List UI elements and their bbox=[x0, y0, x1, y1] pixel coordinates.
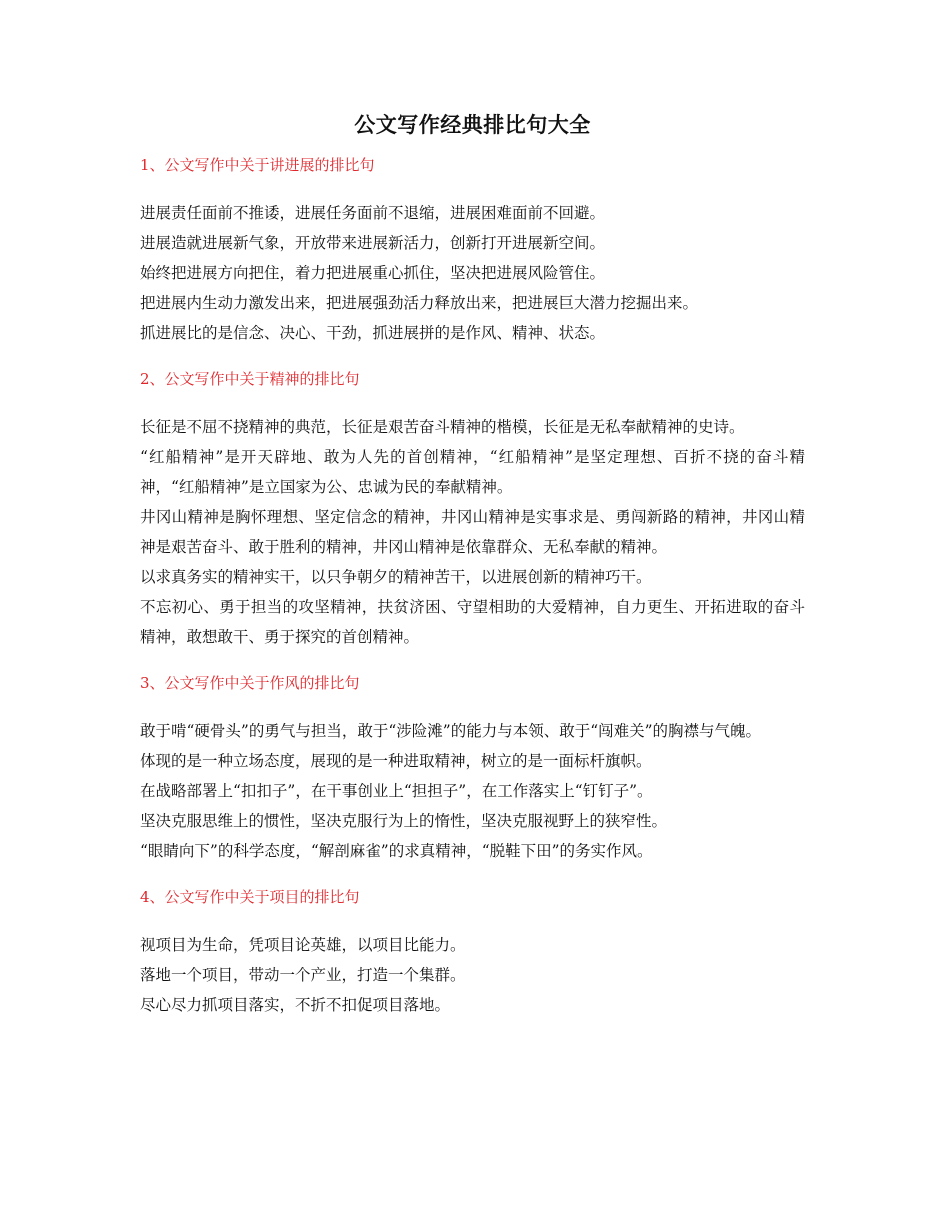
section-heading: 2、公文写作中关于精神的排比句 bbox=[140, 370, 360, 388]
sentence-line: 以求真务实的精神实干，以只争朝夕的精神苦干，以进展创新的精神巧干。 bbox=[140, 568, 652, 586]
sentence-line: 抓进展比的是信念、决心、干劲，抓进展拼的是作风、精神、状态。 bbox=[140, 324, 606, 342]
sentence-line: “红船精神”是开天辟地、敢为人先的首创精神，“红船精神”是坚定理想、百折不挠的奋斗精神，“红船精神”是立国家为公、忠诚为民的奉献精神。 bbox=[140, 448, 805, 496]
sentence-line: 敢于啃“硬骨头”的勇气与担当，敢于“涉险滩”的能力与本领、敢于“闯难关”的胸襟与气魄。 bbox=[140, 722, 762, 740]
section-style bbox=[140, 672, 805, 866]
sentence-line: 井冈山精神是胸怀理想、坚定信念的精神，井冈山精神是实事求是、勇闯新路的精神，井冈山精神是艰苦奋斗、敢于胜利的精神，井冈山精神是依靠群众、无私奉献的精神。 bbox=[140, 508, 805, 556]
sentence-line: 在战略部署上“扣扣子”，在干事创业上“担担子”，在工作落实上“钉钉子”。 bbox=[140, 782, 653, 800]
document-title: 公文写作经典排比句大全 bbox=[354, 112, 591, 137]
section-lines bbox=[140, 412, 805, 652]
section-progress bbox=[140, 154, 805, 348]
sentence-line: 体现的是一种立场态度，展现的是一种进取精神，树立的是一面标杆旗帜。 bbox=[140, 752, 652, 770]
sentence-line: 坚决克服思维上的惯性，坚决克服行为上的惰性，坚决克服视野上的狭窄性。 bbox=[140, 812, 668, 830]
sentence-line: 进展造就进展新气象，开放带来进展新活力，创新打开进展新空间。 bbox=[140, 234, 606, 252]
sentence-line: 进展责任面前不推诿，进展任务面前不退缩，进展困难面前不回避。 bbox=[140, 204, 606, 222]
sentence-line: 落地一个项目，带动一个产业，打造一个集群。 bbox=[140, 966, 466, 984]
sentence-line: 视项目为生命，凭项目论英雄，以项目比能力。 bbox=[140, 936, 466, 954]
section-heading: 1、公文写作中关于讲进展的排比句 bbox=[140, 156, 375, 174]
sentence-line: 尽心尽力抓项目落实，不折不扣促项目落地。 bbox=[140, 996, 451, 1014]
section-lines bbox=[140, 198, 805, 348]
sentence-line: 始终把进展方向把住，着力把进展重心抓住，坚决把进展风险管住。 bbox=[140, 264, 606, 282]
sentence-line: “眼睛向下”的科学态度，“解剖麻雀”的求真精神，“脱鞋下田”的务实作风。 bbox=[140, 842, 653, 860]
section-heading: 4、公文写作中关于项目的排比句 bbox=[140, 888, 360, 906]
sentence-line: 长征是不屈不挠精神的典范，长征是艰苦奋斗精神的楷模，长征是无私奉献精神的史诗。 bbox=[140, 418, 745, 436]
section-lines bbox=[140, 716, 805, 866]
sentence-line: 不忘初心、勇于担当的攻坚精神，扶贫济困、守望相助的大爱精神，自力更生、开拓进取的奋斗精神，敢想敢干、勇于探究的首创精神。 bbox=[140, 598, 805, 646]
section-lines bbox=[140, 930, 805, 1020]
section-project bbox=[140, 886, 805, 1020]
section-heading: 3、公文写作中关于作风的排比句 bbox=[140, 674, 360, 692]
document-page bbox=[140, 110, 805, 1040]
section-spirit bbox=[140, 368, 805, 652]
sentence-line: 把进展内生动力激发出来，把进展强劲活力释放出来，把进展巨大潜力挖掘出来。 bbox=[140, 294, 699, 312]
